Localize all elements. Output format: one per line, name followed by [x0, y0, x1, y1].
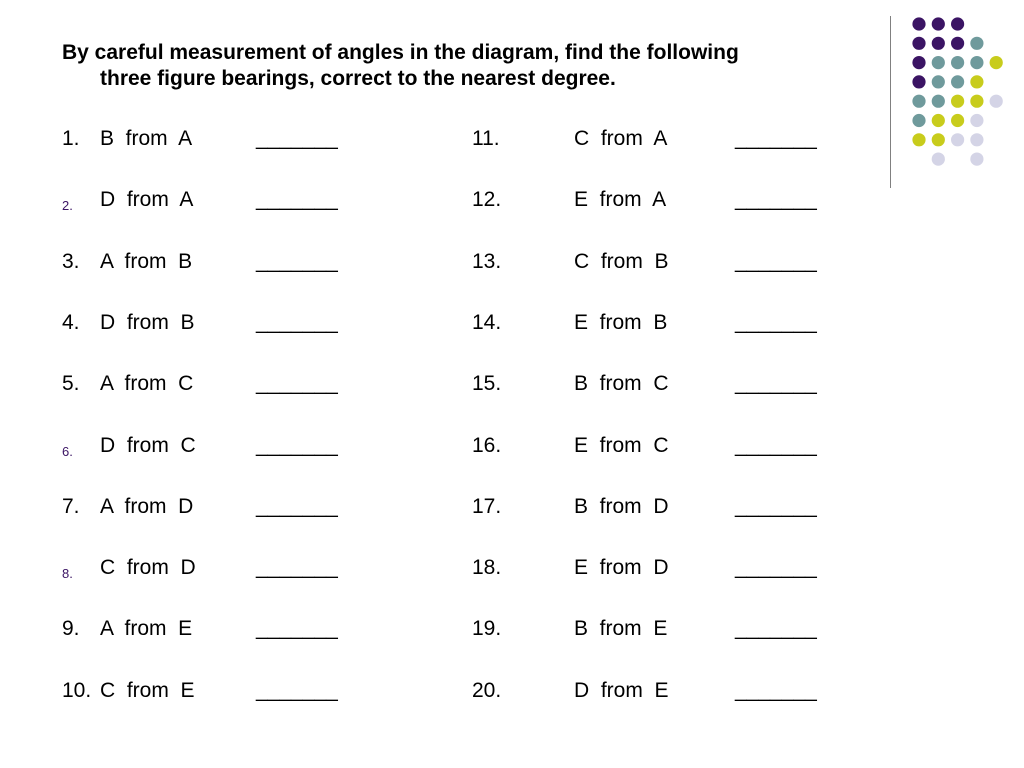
question-number: 18.: [472, 556, 502, 580]
decorative-dot: [912, 75, 925, 88]
question-number: 9.: [62, 617, 80, 641]
answer-blank: _______: [256, 127, 338, 150]
answer-blank: _______: [256, 617, 338, 641]
question-number: 7.: [62, 494, 80, 518]
question-number: 2.: [62, 198, 73, 214]
question-text: E from A: [574, 188, 667, 212]
question-text: D from A: [100, 188, 194, 212]
decorative-dot: [951, 37, 964, 50]
question-text: A from D: [100, 494, 194, 518]
question-number: 11.: [472, 127, 500, 150]
answer-blank: _______: [735, 556, 817, 580]
decorative-dot: [951, 114, 964, 127]
decorative-dot: [990, 95, 1003, 108]
answer-blank: _______: [735, 678, 817, 702]
decorative-dot: [912, 56, 925, 69]
answer-blank: _______: [735, 617, 817, 641]
question-text: B from E: [574, 617, 668, 641]
question-text: D from E: [574, 678, 669, 702]
question-text: D from B: [100, 310, 195, 334]
question-text: B from C: [574, 372, 669, 396]
decorative-dot: [951, 17, 964, 30]
decorative-dot: [951, 95, 964, 108]
answer-blank: _______: [735, 310, 817, 334]
question-text: A from E: [100, 617, 193, 641]
answer-blank: _______: [256, 188, 338, 212]
question-text: E from B: [574, 310, 668, 334]
answer-blank: _______: [256, 372, 338, 396]
answer-blank: _______: [256, 249, 338, 273]
question-number: 6.: [62, 443, 73, 459]
divider-line: [890, 16, 891, 188]
decorative-dot: [951, 133, 964, 146]
question-number: 13.: [472, 249, 502, 273]
question-text: C from B: [574, 249, 669, 273]
question-number: 5.: [62, 372, 80, 396]
question-number: 14.: [472, 310, 502, 334]
decorative-dot: [970, 114, 983, 127]
question-number: 1.: [62, 127, 80, 150]
decorative-dot: [912, 17, 925, 30]
decorative-dot: [951, 56, 964, 69]
question-number: 10.: [62, 678, 92, 702]
question-number: 3.: [62, 249, 80, 273]
question-text: B from A: [100, 127, 193, 150]
decorative-dot: [912, 37, 925, 50]
decorative-dot: [951, 75, 964, 88]
decorative-dot: [932, 37, 945, 50]
decorative-dot: [970, 37, 983, 50]
question-number: 17.: [472, 494, 502, 518]
answer-blank: _______: [735, 249, 817, 273]
question-text: D from C: [100, 433, 196, 457]
decorative-dot: [932, 133, 945, 146]
answer-blank: _______: [256, 433, 338, 457]
answer-blank: _______: [735, 372, 817, 396]
decorative-dot: [932, 75, 945, 88]
question-text: C from A: [574, 127, 668, 150]
instructions-line-2: three figure bearings, correct to the nearest degree.: [100, 67, 616, 90]
question-text: C from D: [100, 556, 196, 580]
decorative-dot: [970, 56, 983, 69]
question-number: 8.: [62, 566, 73, 582]
decorative-dot: [912, 114, 925, 127]
answer-blank: _______: [735, 127, 817, 150]
decorative-dot: [932, 56, 945, 69]
decorative-dot: [932, 17, 945, 30]
question-number: 12.: [472, 188, 502, 212]
question-number: 15.: [472, 372, 502, 396]
question-text: A from B: [100, 249, 193, 273]
question-text: B from D: [574, 494, 669, 518]
answer-blank: _______: [735, 188, 817, 212]
decorative-dot: [932, 95, 945, 108]
question-number: 19.: [472, 617, 502, 641]
answer-blank: _______: [735, 433, 817, 457]
question-text: E from C: [574, 433, 669, 457]
decorative-dot: [932, 153, 945, 166]
answer-blank: _______: [256, 678, 338, 702]
question-text: E from D: [574, 556, 669, 580]
answer-blank: _______: [735, 494, 817, 518]
question-number: 16.: [472, 433, 502, 457]
question-text: C from E: [100, 678, 195, 702]
decorative-dot: [990, 56, 1003, 69]
decorative-dot: [970, 133, 983, 146]
instructions: [62, 40, 892, 92]
decorative-dot: [970, 75, 983, 88]
answer-blank: _______: [256, 310, 338, 334]
decorative-dot: [970, 95, 983, 108]
question-number: 4.: [62, 310, 80, 334]
decorative-dot-grid: [912, 17, 1012, 167]
question-number: 20.: [472, 678, 502, 702]
decorative-dot: [970, 153, 983, 166]
decorative-dot: [912, 95, 925, 108]
decorative-dot: [912, 133, 925, 146]
question-text: A from C: [100, 372, 194, 396]
answer-blank: _______: [256, 494, 338, 518]
answer-blank: _______: [256, 556, 338, 580]
instructions-line-1: By careful measurement of angles in the diagram, find the following: [62, 41, 739, 64]
decorative-dot: [932, 114, 945, 127]
